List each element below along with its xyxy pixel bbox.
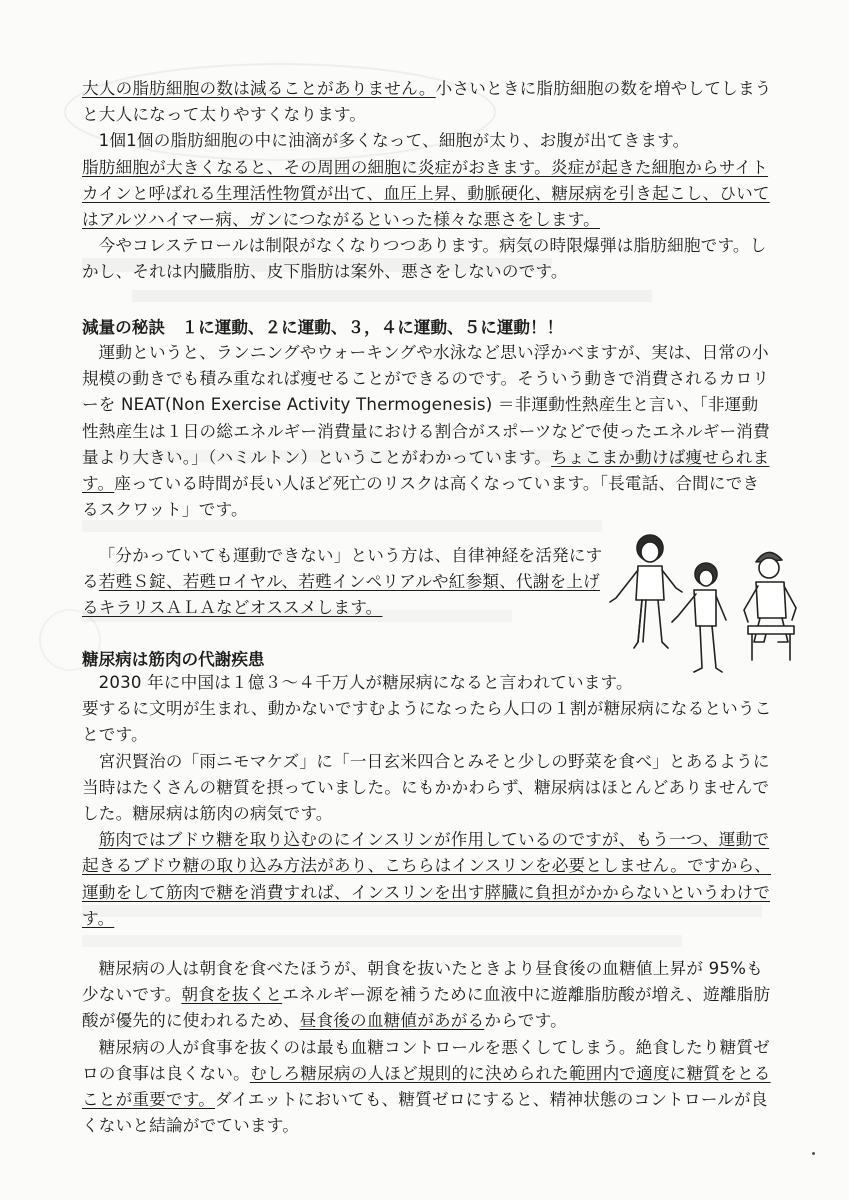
- scan-speck: [812, 1152, 815, 1155]
- intro-p1-underlined: 大人の脂肪細胞の数は減ることがありません。: [82, 79, 436, 98]
- diabetes-p6-text-b: ダイエットにおいても、糖質ゼロにすると、精神状態のコントロールが良くないと結論がでています。: [82, 1090, 768, 1136]
- supplement-paragraph: [82, 543, 612, 622]
- supplement-text: 「分かっていても運動できない」という方は、自律神経を活発にする: [82, 546, 603, 592]
- intro-paragraph-3: [82, 155, 772, 234]
- weight-loss-p1-text-b: 座っている時間が長い人ほど死亡のリスクは高くなっています。「長電話、合間にできるスクワット」です。: [82, 474, 760, 520]
- section-heading-weight-loss: 減量の秘訣 １に運動、２に運動、３，４に運動、５に運動！！: [82, 318, 564, 337]
- intro-p1-text: 小さいときに脂肪細胞の数を増やしてしまうと大人になって太りやすくなります。: [82, 79, 772, 125]
- intro-paragraph-1: [82, 76, 772, 128]
- diabetes-p4-underlined: 筋肉ではブドウ糖を取り込むのにインスリンが作用しているのですが、もう一つ、運動で起きるブドウ糖の取り込み方法があり、こちらはインスリンを必要としません。ですから、運動をして筋肉で糖を消費すれば、インスリンを出す膵臓に負担がかからないというわけです。: [82, 830, 772, 928]
- diabetes-p5-underlined-1: 朝食を抜くと: [181, 985, 283, 1005]
- diabetes-paragraph-5: [82, 956, 772, 1035]
- diabetes-paragraph-1: 2030 年に中国は１億３～４千万人が糖尿病になると言われています。: [98, 673, 633, 692]
- intro-paragraph-2: 1個1個の脂肪細胞の中に油滴が多くなって、細胞が太り、お腹が出てきます。: [98, 131, 690, 151]
- supplement-recommendation: [82, 543, 612, 622]
- diabetes-paragraph-2: 要するに文明が生まれ、動かないですむようになったら人口の１割が糖尿病になるということです。: [82, 699, 772, 745]
- diabetes-breakfast-section: [82, 956, 772, 1139]
- diabetes-section: [82, 670, 772, 932]
- diabetes-paragraph-6: [82, 1035, 772, 1140]
- diabetes-p6-text-a: 糖尿病の人が食事を抜くのは最も血糖コントロールを悪くしてしまう。絶食したり糖質ゼロの食事は良くない。: [82, 1037, 771, 1083]
- weight-loss-p1-text-a: 運動というと、ランニングやウォーキングや水泳など思い浮かべますが、実は、日常の小規模の動きでも積み重なれば痩せることができるのです。そういう動きで消費されるカロリーを NEAT(Non Exercise Activity Thermogenesis) ＝非運動性熱産生と言い、「非運動性熱産生は１日の総エネルギー消費量における割合がスポーツなどで使ったエネルギー消費量より大きい。」（ハミルトン）ということがわかっています。: [82, 343, 770, 467]
- diabetes-paragraph-4: [82, 827, 772, 932]
- intro-p3-underlined: 脂肪細胞が大きくなると、その周囲の細胞に炎症がおきます。炎症が起きた細胞からサイトカインと呼ばれる生理活性物質が出て、血圧上昇、動脈硬化、糖尿病を引き起こし、ひいてはアルツハイマー病、ガンにつながるといった様々な悪さをします。: [82, 157, 770, 230]
- diabetes-paragraph-3: 宮沢賢治の「雨ニモマケズ」に「一日玄米四合とみそと少しの野菜を食べ」とあるように当時はたくさんの糖質を摂っていました。にもかかわらず、糖尿病はほとんどありませんでした。糖尿病は筋肉の病気です。: [82, 751, 770, 824]
- intro-paragraph-4: 今やコレステロールは制限がなくなりつつあります。病気の時限爆弾は脂肪細胞です。しかし、それは内臓脂肪、皮下脂肪は案外、悪さをしないのです。: [82, 236, 767, 282]
- diabetes-p5-underlined-2: 昼食後の血糖値があがる: [299, 1011, 485, 1031]
- exercising-people-illustration: [598, 530, 803, 680]
- section-heading-diabetes: 糖尿病は筋肉の代謝疾患: [82, 650, 265, 669]
- weight-loss-section: [82, 340, 772, 523]
- weight-loss-paragraph-1: [82, 340, 772, 523]
- diabetes-p5-text-a: 糖尿病の人は朝食を食べたほうが、朝食を抜いたときより昼食後の血糖値上昇が 95%も少ないです。: [82, 959, 763, 1005]
- diabetes-p6-underlined: むしろ糖尿病の人ほど規則的に決められた範囲内で適度に糖質をとることが重要です。: [82, 1063, 771, 1110]
- weight-loss-p1-underlined: ちょこまか動けば痩せられます。: [82, 447, 770, 494]
- diabetes-p5-text-c: からです。: [484, 1011, 567, 1031]
- supplement-underlined: 若甦Ｓ錠、若甦ロイヤル、若甦インペリアルや紅参類、代謝を上げるキラリスＡＬＡなどオススメします。: [82, 572, 600, 618]
- diabetes-p5-text-b: エネルギー源を補うために血液中に遊離脂肪酸が増え、遊離脂肪酸が優先的に使われるため、: [82, 985, 771, 1031]
- intro-section: [82, 76, 772, 286]
